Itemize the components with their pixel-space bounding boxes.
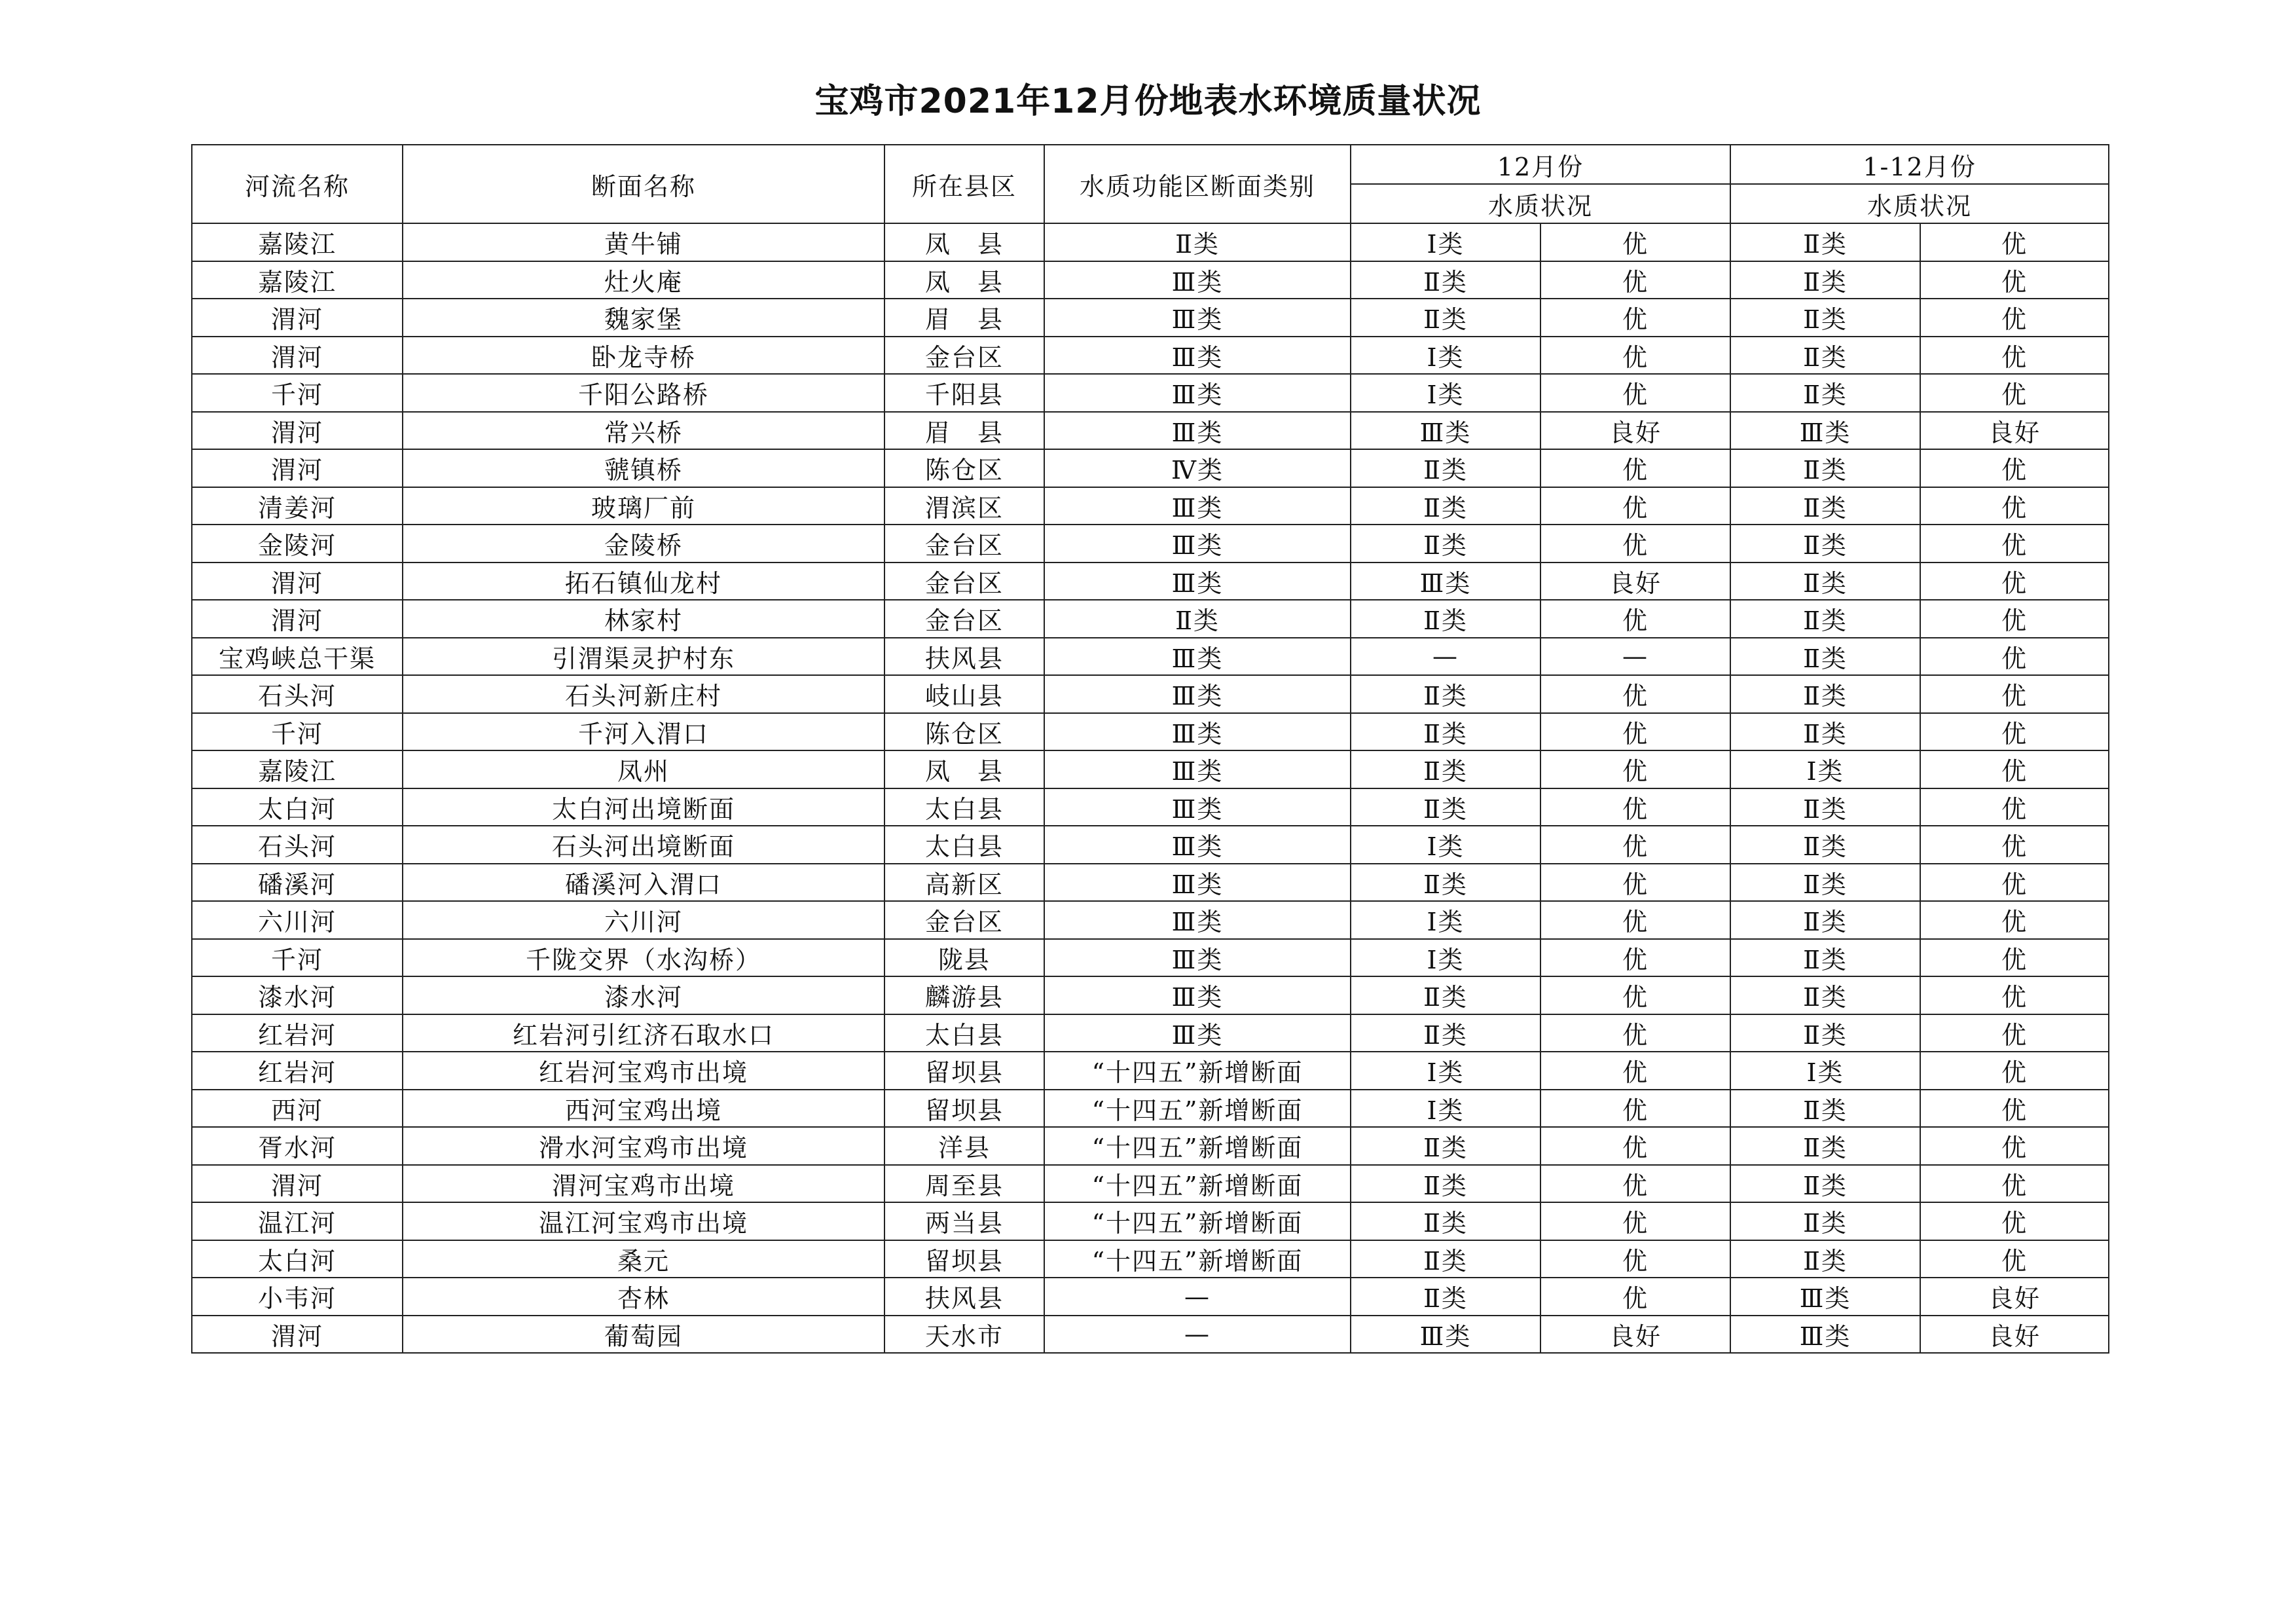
- year-class-cell: Ⅱ类: [1730, 638, 1920, 676]
- year-status-cell: 优: [1920, 563, 2109, 600]
- county-cell: 岐山县: [884, 675, 1044, 713]
- header-jan-dec: 1-12月份: [1730, 145, 2109, 184]
- river-cell: 千河: [192, 374, 403, 412]
- year-status-cell: 良好: [1920, 1316, 2109, 1354]
- dec-class-cell: Ⅱ类: [1351, 449, 1540, 487]
- category-cell: Ⅲ类: [1044, 638, 1351, 676]
- table-row: [192, 1127, 2109, 1165]
- section-cell: 滑水河宝鸡市出境: [403, 1127, 884, 1165]
- county-cell: 高新区: [884, 864, 1044, 902]
- county-cell: 扶风县: [884, 1278, 1044, 1316]
- dec-class-cell: Ⅰ类: [1351, 223, 1540, 261]
- year-class-cell: Ⅱ类: [1730, 563, 1920, 600]
- section-cell: 引渭渠灵护村东: [403, 638, 884, 676]
- year-status-cell: 优: [1920, 1240, 2109, 1278]
- dec-class-cell: Ⅲ类: [1351, 412, 1540, 450]
- table-row: [192, 826, 2109, 864]
- dec-class-cell: Ⅱ类: [1351, 525, 1540, 563]
- section-cell: 红岩河宝鸡市出境: [403, 1052, 884, 1090]
- year-class-cell: Ⅱ类: [1730, 1240, 1920, 1278]
- year-status-cell: 优: [1920, 750, 2109, 788]
- water-quality-table: [191, 144, 2109, 1354]
- dec-status-cell: 优: [1540, 1090, 1730, 1128]
- county-cell: 金台区: [884, 525, 1044, 563]
- river-cell: 嘉陵江: [192, 261, 403, 299]
- category-cell: Ⅲ类: [1044, 788, 1351, 826]
- river-cell: 六川河: [192, 901, 403, 939]
- dec-status-cell: 优: [1540, 976, 1730, 1014]
- category-cell: —: [1044, 1278, 1351, 1316]
- category-cell: Ⅱ类: [1044, 600, 1351, 638]
- dec-status-cell: 优: [1540, 675, 1730, 713]
- county-cell: 陇县: [884, 939, 1044, 977]
- dec-status-cell: 优: [1540, 337, 1730, 375]
- year-class-cell: Ⅱ类: [1730, 600, 1920, 638]
- table-row: [192, 337, 2109, 375]
- year-status-cell: 优: [1920, 864, 2109, 902]
- dec-class-cell: Ⅱ类: [1351, 675, 1540, 713]
- category-cell: Ⅱ类: [1044, 223, 1351, 261]
- table-row: [192, 563, 2109, 600]
- category-cell: Ⅲ类: [1044, 901, 1351, 939]
- river-cell: 渭河: [192, 1316, 403, 1354]
- section-cell: 红岩河引红济石取水口: [403, 1014, 884, 1052]
- section-cell: 千陇交界（水沟桥）: [403, 939, 884, 977]
- dec-status-cell: 优: [1540, 864, 1730, 902]
- category-cell: Ⅲ类: [1044, 261, 1351, 299]
- river-cell: 石头河: [192, 675, 403, 713]
- year-class-cell: Ⅱ类: [1730, 337, 1920, 375]
- year-status-cell: 优: [1920, 939, 2109, 977]
- category-cell: Ⅲ类: [1044, 939, 1351, 977]
- header-river-name: 河流名称: [192, 145, 403, 223]
- county-cell: 扶风县: [884, 638, 1044, 676]
- dec-class-cell: Ⅱ类: [1351, 788, 1540, 826]
- river-cell: 红岩河: [192, 1014, 403, 1052]
- year-class-cell: Ⅲ类: [1730, 1316, 1920, 1354]
- header-section-name: 断面名称: [403, 145, 884, 223]
- year-class-cell: Ⅰ类: [1730, 750, 1920, 788]
- year-status-cell: 优: [1920, 713, 2109, 751]
- year-status-cell: 优: [1920, 1165, 2109, 1203]
- year-status-cell: 优: [1920, 901, 2109, 939]
- header-county: 所在县区: [884, 145, 1044, 223]
- dec-status-cell: 良好: [1540, 412, 1730, 450]
- river-cell: 渭河: [192, 299, 403, 337]
- year-class-cell: Ⅰ类: [1730, 1052, 1920, 1090]
- section-cell: 常兴桥: [403, 412, 884, 450]
- dec-class-cell: —: [1351, 638, 1540, 676]
- dec-status-cell: 优: [1540, 1278, 1730, 1316]
- category-cell: Ⅲ类: [1044, 976, 1351, 1014]
- river-cell: 千河: [192, 939, 403, 977]
- table-row: [192, 788, 2109, 826]
- river-cell: 宝鸡峡总干渠: [192, 638, 403, 676]
- category-cell: “十四五”新增断面: [1044, 1202, 1351, 1240]
- dec-status-cell: 优: [1540, 1202, 1730, 1240]
- dec-class-cell: Ⅰ类: [1351, 901, 1540, 939]
- section-cell: 温江河宝鸡市出境: [403, 1202, 884, 1240]
- table-body: [192, 223, 2109, 1353]
- section-cell: 林家村: [403, 600, 884, 638]
- dec-status-cell: 优: [1540, 826, 1730, 864]
- county-cell: 陈仓区: [884, 713, 1044, 751]
- section-cell: 凤州: [403, 750, 884, 788]
- table-row: [192, 1014, 2109, 1052]
- category-cell: Ⅲ类: [1044, 864, 1351, 902]
- county-cell: 金台区: [884, 337, 1044, 375]
- year-status-cell: 优: [1920, 299, 2109, 337]
- year-class-cell: Ⅱ类: [1730, 1165, 1920, 1203]
- year-class-cell: Ⅱ类: [1730, 487, 1920, 525]
- category-cell: Ⅲ类: [1044, 525, 1351, 563]
- section-cell: 虢镇桥: [403, 449, 884, 487]
- county-cell: 留坝县: [884, 1240, 1044, 1278]
- year-status-cell: 优: [1920, 1090, 2109, 1128]
- river-cell: 磻溪河: [192, 864, 403, 902]
- section-cell: 玻璃厂前: [403, 487, 884, 525]
- category-cell: “十四五”新增断面: [1044, 1090, 1351, 1128]
- table-row: [192, 600, 2109, 638]
- dec-class-cell: Ⅱ类: [1351, 1014, 1540, 1052]
- river-cell: 渭河: [192, 1165, 403, 1203]
- section-cell: 西河宝鸡出境: [403, 1090, 884, 1128]
- year-class-cell: Ⅱ类: [1730, 675, 1920, 713]
- dec-status-cell: 优: [1540, 223, 1730, 261]
- dec-status-cell: 优: [1540, 1165, 1730, 1203]
- dec-class-cell: Ⅲ类: [1351, 563, 1540, 600]
- category-cell: “十四五”新增断面: [1044, 1127, 1351, 1165]
- dec-class-cell: Ⅰ类: [1351, 939, 1540, 977]
- year-status-cell: 优: [1920, 261, 2109, 299]
- category-cell: —: [1044, 1316, 1351, 1354]
- dec-class-cell: Ⅱ类: [1351, 864, 1540, 902]
- river-cell: 渭河: [192, 600, 403, 638]
- page-title: 宝鸡市2021年12月份地表水环境质量状况: [814, 82, 1482, 121]
- dec-status-cell: 优: [1540, 1014, 1730, 1052]
- county-cell: 金台区: [884, 901, 1044, 939]
- dec-class-cell: Ⅰ类: [1351, 374, 1540, 412]
- dec-class-cell: Ⅱ类: [1351, 1165, 1540, 1203]
- year-class-cell: Ⅱ类: [1730, 788, 1920, 826]
- year-class-cell: Ⅱ类: [1730, 1090, 1920, 1128]
- river-cell: 渭河: [192, 449, 403, 487]
- section-cell: 磻溪河入渭口: [403, 864, 884, 902]
- table-row: [192, 223, 2109, 261]
- dec-status-cell: 良好: [1540, 563, 1730, 600]
- dec-class-cell: Ⅱ类: [1351, 261, 1540, 299]
- section-cell: 金陵桥: [403, 525, 884, 563]
- dec-class-cell: Ⅱ类: [1351, 976, 1540, 1014]
- year-class-cell: Ⅱ类: [1730, 826, 1920, 864]
- river-cell: 石头河: [192, 826, 403, 864]
- river-cell: 千河: [192, 713, 403, 751]
- river-cell: 渭河: [192, 412, 403, 450]
- header-function-category: 水质功能区断面类别: [1044, 145, 1351, 223]
- year-status-cell: 良好: [1920, 412, 2109, 450]
- table-row: [192, 374, 2109, 412]
- river-cell: 西河: [192, 1090, 403, 1128]
- section-cell: 拓石镇仙龙村: [403, 563, 884, 600]
- county-cell: 太白县: [884, 788, 1044, 826]
- table-row: [192, 638, 2109, 676]
- year-status-cell: 优: [1920, 1127, 2109, 1165]
- dec-class-cell: Ⅲ类: [1351, 1316, 1540, 1354]
- year-class-cell: Ⅱ类: [1730, 976, 1920, 1014]
- dec-class-cell: Ⅰ类: [1351, 1052, 1540, 1090]
- river-cell: 太白河: [192, 1240, 403, 1278]
- category-cell: Ⅲ类: [1044, 1014, 1351, 1052]
- year-status-cell: 优: [1920, 638, 2109, 676]
- header-december-status: 水质状况: [1351, 184, 1730, 223]
- year-class-cell: Ⅲ类: [1730, 412, 1920, 450]
- table-row: [192, 299, 2109, 337]
- dec-status-cell: 优: [1540, 713, 1730, 751]
- year-status-cell: 优: [1920, 223, 2109, 261]
- year-class-cell: Ⅱ类: [1730, 449, 1920, 487]
- section-cell: 桑元: [403, 1240, 884, 1278]
- county-cell: 太白县: [884, 826, 1044, 864]
- table-row: [192, 1052, 2109, 1090]
- year-class-cell: Ⅱ类: [1730, 1202, 1920, 1240]
- year-class-cell: Ⅱ类: [1730, 1127, 1920, 1165]
- table-row: [192, 675, 2109, 713]
- dec-status-cell: 优: [1540, 374, 1730, 412]
- river-cell: 渭河: [192, 337, 403, 375]
- year-class-cell: Ⅱ类: [1730, 299, 1920, 337]
- table-row: [192, 750, 2109, 788]
- county-cell: 天水市: [884, 1316, 1044, 1354]
- section-cell: 漆水河: [403, 976, 884, 1014]
- county-cell: 凤 县: [884, 750, 1044, 788]
- dec-status-cell: 良好: [1540, 1316, 1730, 1354]
- county-cell: 渭滨区: [884, 487, 1044, 525]
- section-cell: 千河入渭口: [403, 713, 884, 751]
- table-row: [192, 864, 2109, 902]
- river-cell: 金陵河: [192, 525, 403, 563]
- category-cell: “十四五”新增断面: [1044, 1052, 1351, 1090]
- dec-class-cell: Ⅱ类: [1351, 1278, 1540, 1316]
- river-cell: 太白河: [192, 788, 403, 826]
- dec-class-cell: Ⅰ类: [1351, 337, 1540, 375]
- year-class-cell: Ⅱ类: [1730, 374, 1920, 412]
- section-cell: 黄牛铺: [403, 223, 884, 261]
- section-cell: 石头河新庄村: [403, 675, 884, 713]
- year-status-cell: 优: [1920, 826, 2109, 864]
- category-cell: Ⅲ类: [1044, 713, 1351, 751]
- river-cell: 胥水河: [192, 1127, 403, 1165]
- table-row: [192, 261, 2109, 299]
- category-cell: Ⅲ类: [1044, 563, 1351, 600]
- year-status-cell: 优: [1920, 337, 2109, 375]
- dec-status-cell: 优: [1540, 939, 1730, 977]
- county-cell: 周至县: [884, 1165, 1044, 1203]
- dec-status-cell: 优: [1540, 1127, 1730, 1165]
- county-cell: 两当县: [884, 1202, 1044, 1240]
- county-cell: 太白县: [884, 1014, 1044, 1052]
- year-status-cell: 优: [1920, 788, 2109, 826]
- county-cell: 留坝县: [884, 1052, 1044, 1090]
- table-row: [192, 976, 2109, 1014]
- year-status-cell: 优: [1920, 1202, 2109, 1240]
- river-cell: 小韦河: [192, 1278, 403, 1316]
- county-cell: 凤 县: [884, 261, 1044, 299]
- year-status-cell: 优: [1920, 487, 2109, 525]
- year-class-cell: Ⅱ类: [1730, 525, 1920, 563]
- year-class-cell: Ⅱ类: [1730, 901, 1920, 939]
- section-cell: 葡萄园: [403, 1316, 884, 1354]
- table-row: [192, 1278, 2109, 1316]
- section-cell: 卧龙寺桥: [403, 337, 884, 375]
- dec-status-cell: 优: [1540, 788, 1730, 826]
- dec-status-cell: 优: [1540, 487, 1730, 525]
- table-row: [192, 939, 2109, 977]
- category-cell: Ⅲ类: [1044, 412, 1351, 450]
- dec-status-cell: 优: [1540, 750, 1730, 788]
- section-cell: 六川河: [403, 901, 884, 939]
- section-cell: 渭河宝鸡市出境: [403, 1165, 884, 1203]
- year-status-cell: 优: [1920, 374, 2109, 412]
- table-row: [192, 901, 2109, 939]
- section-cell: 太白河出境断面: [403, 788, 884, 826]
- year-class-cell: Ⅱ类: [1730, 864, 1920, 902]
- dec-class-cell: Ⅱ类: [1351, 750, 1540, 788]
- county-cell: 凤 县: [884, 223, 1044, 261]
- dec-status-cell: 优: [1540, 449, 1730, 487]
- year-status-cell: 优: [1920, 449, 2109, 487]
- section-cell: 千阳公路桥: [403, 374, 884, 412]
- dec-class-cell: Ⅱ类: [1351, 713, 1540, 751]
- dec-class-cell: Ⅱ类: [1351, 1202, 1540, 1240]
- dec-status-cell: 优: [1540, 1240, 1730, 1278]
- year-class-cell: Ⅱ类: [1730, 713, 1920, 751]
- dec-class-cell: Ⅰ类: [1351, 1090, 1540, 1128]
- category-cell: Ⅲ类: [1044, 675, 1351, 713]
- dec-status-cell: 优: [1540, 901, 1730, 939]
- county-cell: 麟游县: [884, 976, 1044, 1014]
- category-cell: “十四五”新增断面: [1044, 1165, 1351, 1203]
- dec-class-cell: Ⅰ类: [1351, 826, 1540, 864]
- dec-class-cell: Ⅱ类: [1351, 1127, 1540, 1165]
- county-cell: 眉 县: [884, 299, 1044, 337]
- category-cell: Ⅲ类: [1044, 826, 1351, 864]
- year-status-cell: 良好: [1920, 1278, 2109, 1316]
- category-cell: Ⅲ类: [1044, 374, 1351, 412]
- dec-status-cell: 优: [1540, 600, 1730, 638]
- category-cell: Ⅲ类: [1044, 299, 1351, 337]
- river-cell: 嘉陵江: [192, 223, 403, 261]
- table-row: [192, 1240, 2109, 1278]
- dec-status-cell: 优: [1540, 1052, 1730, 1090]
- dec-class-cell: Ⅱ类: [1351, 1240, 1540, 1278]
- year-status-cell: 优: [1920, 1052, 2109, 1090]
- year-status-cell: 优: [1920, 1014, 2109, 1052]
- header-december: 12月份: [1351, 145, 1730, 184]
- category-cell: Ⅳ类: [1044, 449, 1351, 487]
- county-cell: 金台区: [884, 600, 1044, 638]
- year-class-cell: Ⅲ类: [1730, 1278, 1920, 1316]
- year-class-cell: Ⅱ类: [1730, 1014, 1920, 1052]
- river-cell: 渭河: [192, 563, 403, 600]
- river-cell: 嘉陵江: [192, 750, 403, 788]
- dec-status-cell: 优: [1540, 261, 1730, 299]
- section-cell: 石头河出境断面: [403, 826, 884, 864]
- year-class-cell: Ⅱ类: [1730, 939, 1920, 977]
- year-status-cell: 优: [1920, 976, 2109, 1014]
- county-cell: 洋县: [884, 1127, 1044, 1165]
- dec-status-cell: 优: [1540, 299, 1730, 337]
- county-cell: 眉 县: [884, 412, 1044, 450]
- table-row: [192, 1202, 2109, 1240]
- dec-status-cell: —: [1540, 638, 1730, 676]
- category-cell: “十四五”新增断面: [1044, 1240, 1351, 1278]
- category-cell: Ⅲ类: [1044, 337, 1351, 375]
- year-status-cell: 优: [1920, 525, 2109, 563]
- dec-status-cell: 优: [1540, 525, 1730, 563]
- table-row: [192, 487, 2109, 525]
- header-jan-dec-status: 水质状况: [1730, 184, 2109, 223]
- county-cell: 陈仓区: [884, 449, 1044, 487]
- table-row: [192, 1090, 2109, 1128]
- county-cell: 留坝县: [884, 1090, 1044, 1128]
- section-cell: 灶火庵: [403, 261, 884, 299]
- year-class-cell: Ⅱ类: [1730, 261, 1920, 299]
- table-row: [192, 412, 2109, 450]
- section-cell: 杏林: [403, 1278, 884, 1316]
- year-class-cell: Ⅱ类: [1730, 223, 1920, 261]
- category-cell: Ⅲ类: [1044, 750, 1351, 788]
- county-cell: 千阳县: [884, 374, 1044, 412]
- table-row: [192, 713, 2109, 751]
- table-row: [192, 449, 2109, 487]
- table-row: [192, 1165, 2109, 1203]
- table-row: [192, 525, 2109, 563]
- county-cell: 金台区: [884, 563, 1044, 600]
- year-status-cell: 优: [1920, 600, 2109, 638]
- table-row: [192, 1316, 2109, 1354]
- section-cell: 魏家堡: [403, 299, 884, 337]
- river-cell: 漆水河: [192, 976, 403, 1014]
- river-cell: 清姜河: [192, 487, 403, 525]
- river-cell: 温江河: [192, 1202, 403, 1240]
- dec-class-cell: Ⅱ类: [1351, 487, 1540, 525]
- dec-class-cell: Ⅱ类: [1351, 600, 1540, 638]
- dec-class-cell: Ⅱ类: [1351, 299, 1540, 337]
- river-cell: 红岩河: [192, 1052, 403, 1090]
- category-cell: Ⅲ类: [1044, 487, 1351, 525]
- year-status-cell: 优: [1920, 675, 2109, 713]
